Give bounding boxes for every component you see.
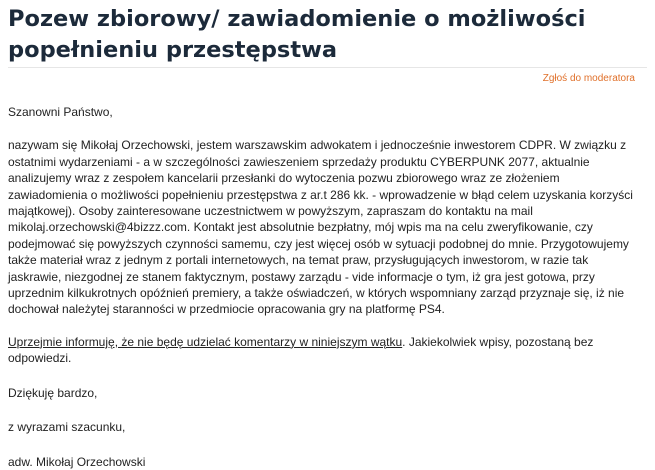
signature: adw. Mikołaj Orzechowski <box>8 454 146 469</box>
greeting: Szanowni Państwo, <box>8 105 113 119</box>
notice-rest-text: . Jakiekolwiek wpisy, pozostaną bez odpowiedzi. <box>8 334 594 366</box>
main-paragraph: nazywam się Mikołaj Orzechowski, jestem warszawskim adwokatem i jednocześnie inwestorem CDPR. W związku z ostatnimi wydarzeniami - a w szczególności zawieszeniem sprzedaży produktu CYBERPUNK 2077, aktualnie analizujemy wraz z zespołem kancelarii przesłanki do wytoczenia pozwu zbiorowego wraz ze złożeniem zawiadomienia o możliwości popełnieniu przestępstwa z ar.t 286 kk. - wprowadzenie w błąd celem uzyskania korzyści majątkowej). Osoby zainteresowane uczestnictwem w powyższym, zapraszam do kontaktu na mail mikolaj.orzechowski@4bizzz.com. Kontakt jest absolutnie bezpłatny, mój wpis ma na celu zweryfikowanie, czy podejmować się powyższych czynności samemu, czy jest więcej osób w sytuacji podobnej do mnie. Przygotowujemy także materiał wraz z jednym z portali internetowych, na temat praw, przysługujących inwestorom, w razie tak jaskrawie, niezgodnej ze stanem faktycznym, postawy zarządu - vide informacje o tym, iż gra jest gotowa, przy uprzednim kilkukrotnych opóźnień premiery, a także oświadczeń, w których wspomniany zarząd przyznaje się, iż nie dochował należytej staranności w przedmiocie opracowania gry na platformę PS4. <box>8 138 633 317</box>
notice-underlined-text: Uprzejmie informuję, że nie będę udzielać komentarzy w niniejszym wątku <box>8 334 403 349</box>
notice-paragraph <box>8 334 640 367</box>
divider <box>8 67 647 68</box>
regards-line: z wyrazami szacunku, <box>8 420 126 435</box>
post-body <box>8 104 640 470</box>
report-to-moderator-link[interactable]: Zgłoś do moderatora <box>542 73 635 84</box>
post-title: Pozew zbiorowy/ zawiadomienie o możliwości popełnieniu przestępstwa <box>8 6 586 63</box>
thanks-line: Dziękuję bardzo, <box>8 385 98 400</box>
